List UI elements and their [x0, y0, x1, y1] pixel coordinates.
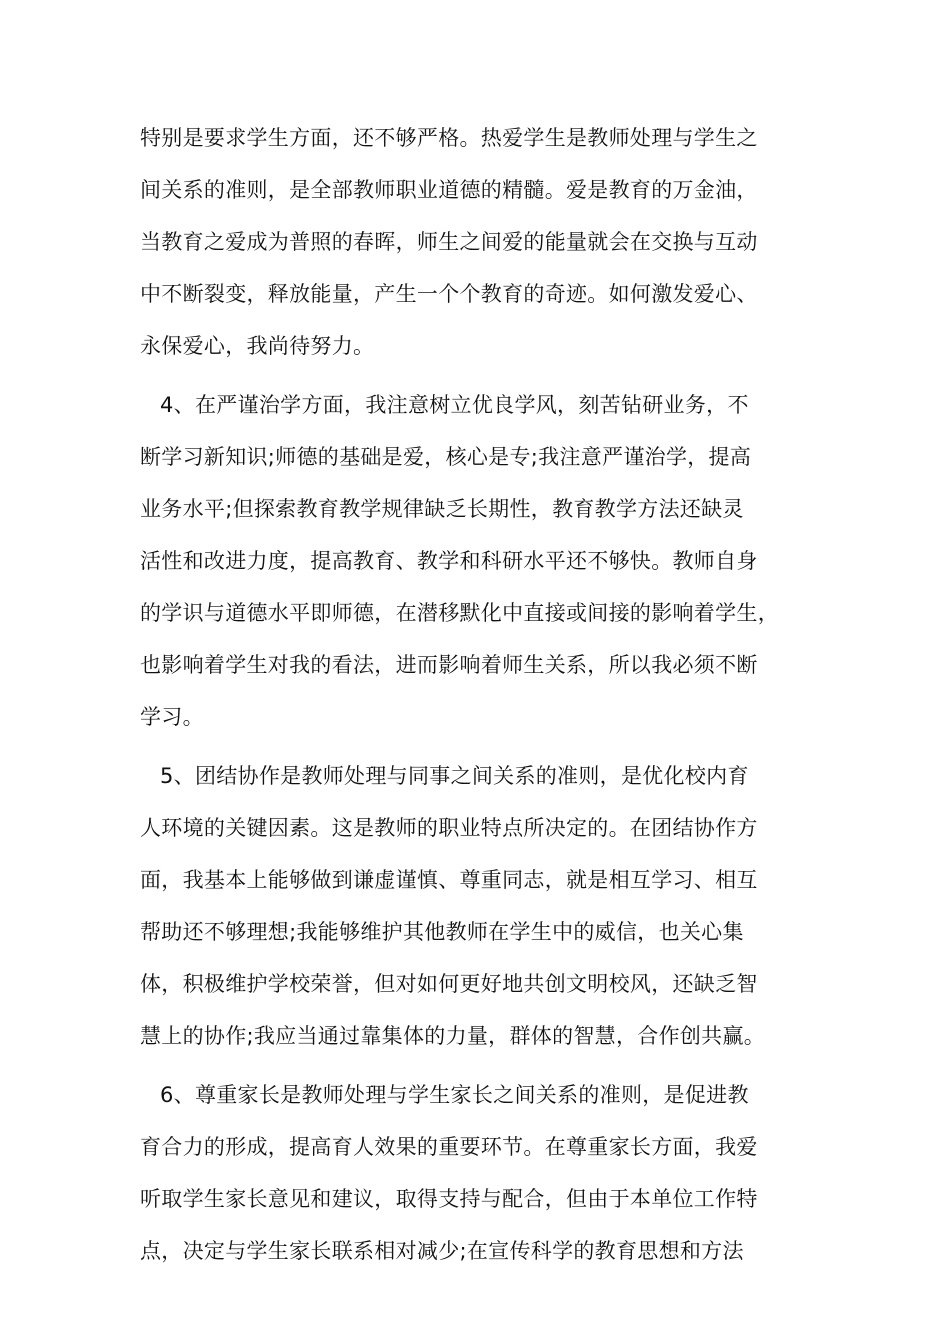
- paragraph-4-start: 4、在严谨治学方面，我注意树立优良学风，刻苦钻研业务，不: [160, 393, 749, 417]
- paragraph-6-start: 6、尊重家长是教师处理与学生家长之间关系的准则，是促进教: [160, 1083, 749, 1107]
- text-line: 活性和改进力度，提高教育、教学和科研水平还不够快。教师自身: [140, 549, 758, 573]
- text-line: 的学识与道德水平即师德，在潜移默化中直接或间接的影响着学生，: [140, 601, 779, 625]
- text-line: 慧上的协作;我应当通过靠集体的力量，群体的智慧，合作创共赢。: [140, 1024, 766, 1048]
- text-line: 帮助还不够理想;我能够维护其他教师在学生中的威信，也关心集: [140, 920, 744, 944]
- text-line: 育合力的形成，提高育人效果的重要环节。在尊重家长方面，我爱: [140, 1135, 758, 1159]
- text-line: 永保爱心，我尚待努力。: [140, 334, 375, 358]
- text-line: 体，积极维护学校荣誉，但对如何更好地共创文明校风，还缺乏智: [140, 972, 758, 996]
- text-line: 听取学生家长意见和建议，取得支持与配合，但由于本单位工作特: [140, 1187, 758, 1211]
- paragraph-5-start: 5、团结协作是教师处理与同事之间关系的准则，是优化校内育: [160, 764, 749, 788]
- text-line: 人环境的关键因素。这是教师的职业特点所决定的。在团结协作方: [140, 816, 758, 840]
- text-line: 特别是要求学生方面，还不够严格。热爱学生是教师处理与学生之: [140, 126, 758, 150]
- text-line: 学习。: [140, 705, 204, 729]
- text-line: 中不断裂变，释放能量，产生一个个教育的奇迹。如何激发爱心、: [140, 282, 758, 306]
- text-line: 间关系的准则，是全部教师职业道德的精髓。爱是教育的万金油，: [140, 178, 758, 202]
- text-line: 面，我基本上能够做到谦虚谨慎、尊重同志，就是相互学习、相互: [140, 868, 758, 892]
- text-line: 断学习新知识;师德的基础是爱，核心是专;我注意严谨治学，提高: [140, 445, 752, 469]
- text-line: 也影响着学生对我的看法，进而影响着师生关系，所以我必须不断: [140, 653, 758, 677]
- text-line: 业务水平;但探索教育教学规律缺乏长期性，教育教学方法还缺灵: [140, 497, 744, 521]
- body-text: [140, 112, 840, 1277]
- text-line: 当教育之爱成为普照的春晖，师生之间爱的能量就会在交换与互动: [140, 230, 758, 254]
- text-line: 点，决定与学生家长联系相对减少;在宣传科学的教育思想和方法: [140, 1239, 744, 1263]
